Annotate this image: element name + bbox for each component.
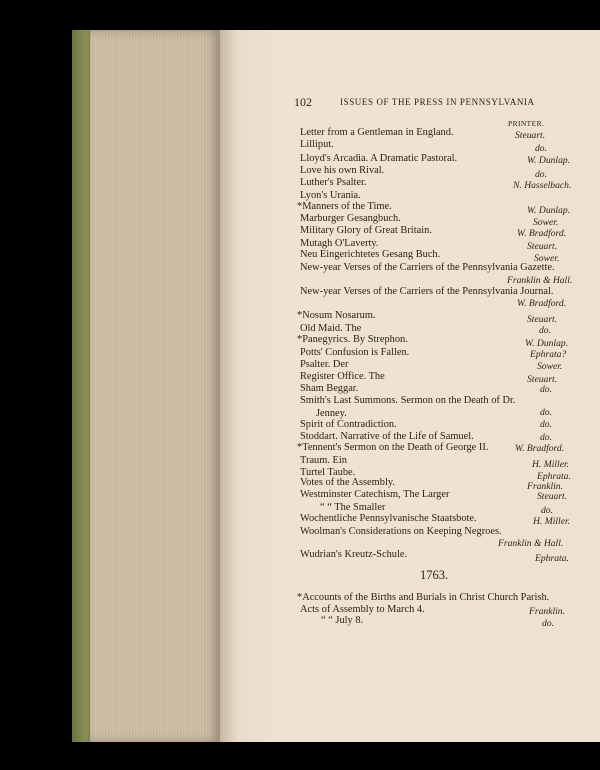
entry-printer: Sower. — [537, 361, 563, 372]
entry-title: New-year Verses of the Carriers of the Pennsylvania Journal. — [300, 286, 554, 297]
entry-title: Lyon's Urania. — [300, 190, 361, 201]
entry-title: Mutagh O'Laverty. — [300, 238, 379, 249]
entry-printer: Ephrata. — [535, 553, 569, 564]
page-number: 102 — [294, 95, 312, 109]
entry-printer: Steuart. — [527, 314, 558, 325]
entry-printer: Ephrata? — [530, 349, 567, 360]
page-edges — [90, 30, 220, 742]
entry-title: Acts of Assembly to March 4. — [300, 604, 425, 615]
entry-printer: Franklin. — [527, 481, 563, 492]
entry-title: Wudrian's Kreutz-Schule. — [300, 549, 408, 560]
entry-printer: W. Bradford. — [517, 298, 567, 309]
entry-title: Luther's Psalter. — [300, 177, 367, 188]
entry-printer: W. Dunlap. — [525, 338, 569, 349]
entry-printer: W. Bradford. — [515, 443, 565, 454]
entry-title: Smith's Last Summons. Sermon on the Death of Dr. — [300, 395, 516, 406]
entry-title: Woolman's Considerations on Keeping Negroes. — [300, 526, 502, 537]
entry-title: Jenney. — [316, 408, 347, 419]
entry-title: New-year Verses of the Carriers of the Pennsylvania Gazette. — [300, 262, 555, 273]
entry-printer: do. — [535, 169, 547, 180]
entry-title: *Nosum Nosarum. — [297, 310, 376, 321]
entry-printer: Franklin. — [529, 606, 565, 617]
entry-printer: do. — [541, 505, 553, 516]
entry-printer: Franklin & Hall. — [507, 275, 573, 286]
entry-printer: do. — [540, 419, 552, 430]
entry-title: Military Glory of Great Britain. — [300, 225, 432, 236]
entry-printer: N. Hasselbach. — [513, 180, 572, 191]
entry-title: *Accounts of the Births and Burials in Christ Church Parish. — [297, 592, 550, 603]
entry-title: Spirit of Contradiction. — [300, 419, 397, 430]
running-header: ISSUES OF THE PRESS IN PENNSYLVANIA — [340, 97, 535, 107]
entry-printer: H. Miller. — [532, 459, 570, 470]
entry-title: Sham Beggar. — [300, 383, 359, 394]
entry-title: “ “ July 8. — [321, 615, 364, 626]
entry-printer: H. Miller. — [533, 516, 571, 527]
entry-title: Psalter. Der — [300, 359, 349, 370]
entry-printer: W. Dunlap. — [527, 155, 571, 166]
entry-printer: Steuart. — [527, 241, 558, 252]
entry-printer: do. — [539, 325, 551, 336]
entry-printer: Steuart. — [527, 374, 558, 385]
entry-title: Lloyd's Arcadia. A Dramatic Pastoral. — [300, 153, 458, 164]
entry-title: Stoddart. Narrative of the Life of Samuel. — [300, 431, 474, 442]
entry-title: Westminster Catechism, The Larger — [300, 489, 450, 500]
entry-title: Marburger Gesangbuch. — [300, 213, 401, 224]
entry-title: Letter from a Gentleman in England. — [300, 127, 454, 138]
entry-title: Register Office. The — [300, 371, 385, 382]
entry-title: *Manners of the Time. — [297, 201, 392, 212]
entry-printer: do. — [540, 432, 552, 443]
entry-printer: do. — [540, 384, 552, 395]
entry-title: Old Maid. The — [300, 323, 362, 334]
entry-printer: W. Bradford. — [517, 228, 567, 239]
entry-printer: Sower. — [534, 253, 560, 264]
entry-printer: Steuart. — [537, 491, 568, 502]
entry-title: Traum. Ein — [300, 455, 347, 466]
entry-title: “ “ The Smaller — [320, 502, 386, 513]
entry-printer: Steuart. — [515, 130, 546, 141]
entry-title: Votes of the Assembly. — [300, 477, 395, 488]
entry-printer: W. Dunlap. — [527, 205, 571, 216]
entry-title: *Panegyrics. By Strephon. — [297, 334, 408, 345]
entry-title: Wochentliche Pennsylvanische Staatsbote. — [300, 513, 477, 524]
entry-printer: Ephrata. — [537, 471, 571, 482]
printer-column-header: PRINTER. — [508, 119, 545, 128]
entry-title: *Tennent's Sermon on the Death of George II. — [297, 442, 489, 453]
entry-title: Neu Eingerichtetes Gesang Buch. — [300, 249, 441, 260]
year-heading: 1763. — [420, 568, 449, 582]
entry-printer: Franklin & Hall. — [498, 538, 564, 549]
entry-printer: do. — [542, 618, 554, 629]
entry-printer: Sower. — [533, 217, 559, 228]
entry-title: Love his own Rival. — [300, 165, 385, 176]
entry-title: Potts' Confusion is Fallen. — [300, 347, 410, 358]
entry-printer: do. — [540, 407, 552, 418]
entry-title: Lilliput. — [300, 139, 334, 150]
entry-printer: do. — [535, 143, 547, 154]
entry-title: Turtel Taube. — [300, 467, 356, 478]
